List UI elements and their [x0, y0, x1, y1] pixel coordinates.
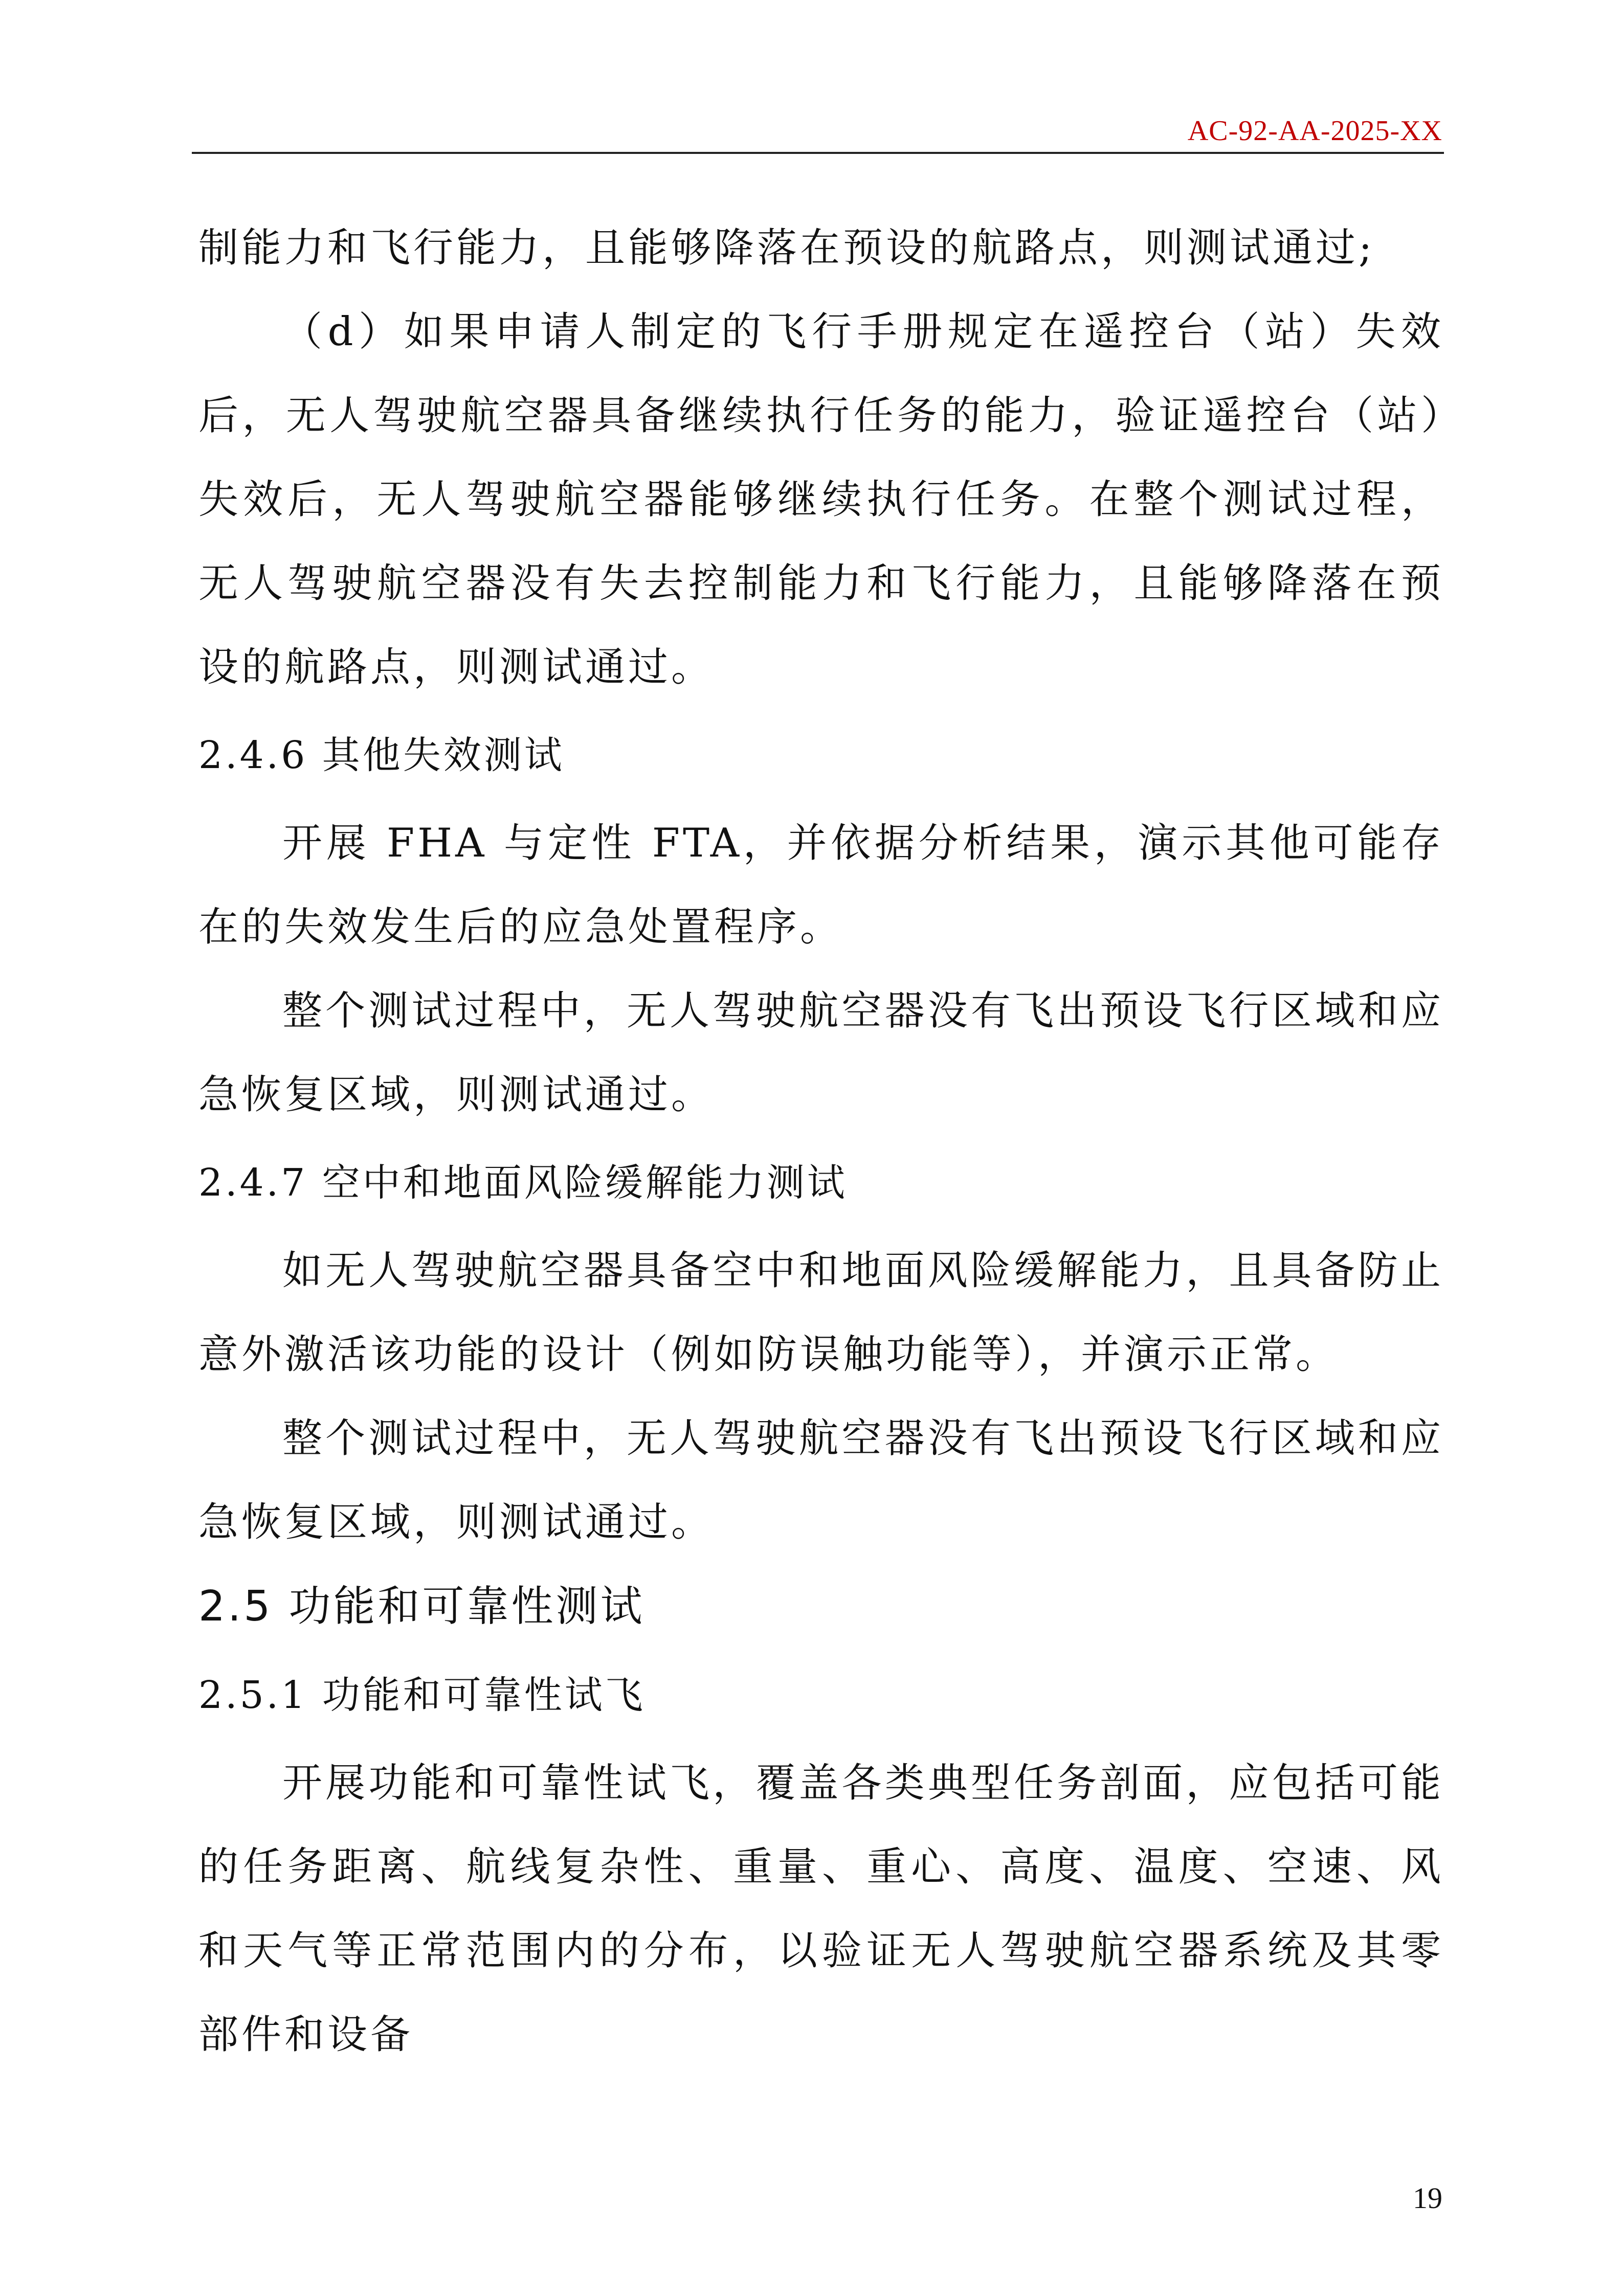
- paragraph-risk-mitigation: 如无人驾驶航空器具备空中和地面风险缓解能力，且具备防止意外激活该功能的设计（例如防误触功能等），并演示正常。: [198, 1248, 1444, 1378]
- section-heading-2-5-1: 2.5.1 功能和可靠性试飞: [198, 1673, 646, 1717]
- body-text: [198, 206, 1444, 2077]
- paragraph-continuation: 制能力和飞行能力，且能够降落在预设的航路点，则测试通过;: [198, 225, 1375, 271]
- page-number: 19: [1413, 2181, 1442, 2215]
- paragraph-reliability-flight: 开展功能和可靠性试飞，覆盖各类典型任务剖面，应包括可能的任务距离、航线复杂性、重量、重心、高度、温度、空速、风和天气等正常范围内的分布，以验证无人驾驶航空器系统及其零部件和设备: [198, 1760, 1444, 2058]
- section-heading-2-4-6: 2.4.6 其他失效测试: [198, 733, 565, 777]
- document-code: AC-92-AA-2025-XX: [1187, 115, 1442, 147]
- header-rule: [192, 152, 1444, 154]
- section-heading-2-5: 2.5 功能和可靠性测试: [198, 1582, 645, 1631]
- paragraph-fha-fta: 开展 FHA 与定性 FTA，并依据分析结果，演示其他可能存在的失效发生后的应急处置程序。: [198, 820, 1444, 950]
- paragraph-item-d: （d）如果申请人制定的飞行手册规定在遥控台（站）失效后，无人驾驶航空器具备继续执行任务的能力，验证遥控台（站）失效后，无人驾驶航空器能够继续执行任务。在整个测试过程，无人驾驶航空器没有失去控制能力和飞行能力，且能够降落在预设的航路点，则测试通过。: [198, 309, 1444, 690]
- section-heading-2-4-7: 2.4.7 空中和地面风险缓解能力测试: [198, 1161, 848, 1205]
- paragraph-test-pass-1: 整个测试过程中，无人驾驶航空器没有飞出预设飞行区域和应急恢复区域，则测试通过。: [198, 988, 1444, 1118]
- paragraph-test-pass-2: 整个测试过程中，无人驾驶航空器没有飞出预设飞行区域和应急恢复区域，则测试通过。: [198, 1415, 1444, 1545]
